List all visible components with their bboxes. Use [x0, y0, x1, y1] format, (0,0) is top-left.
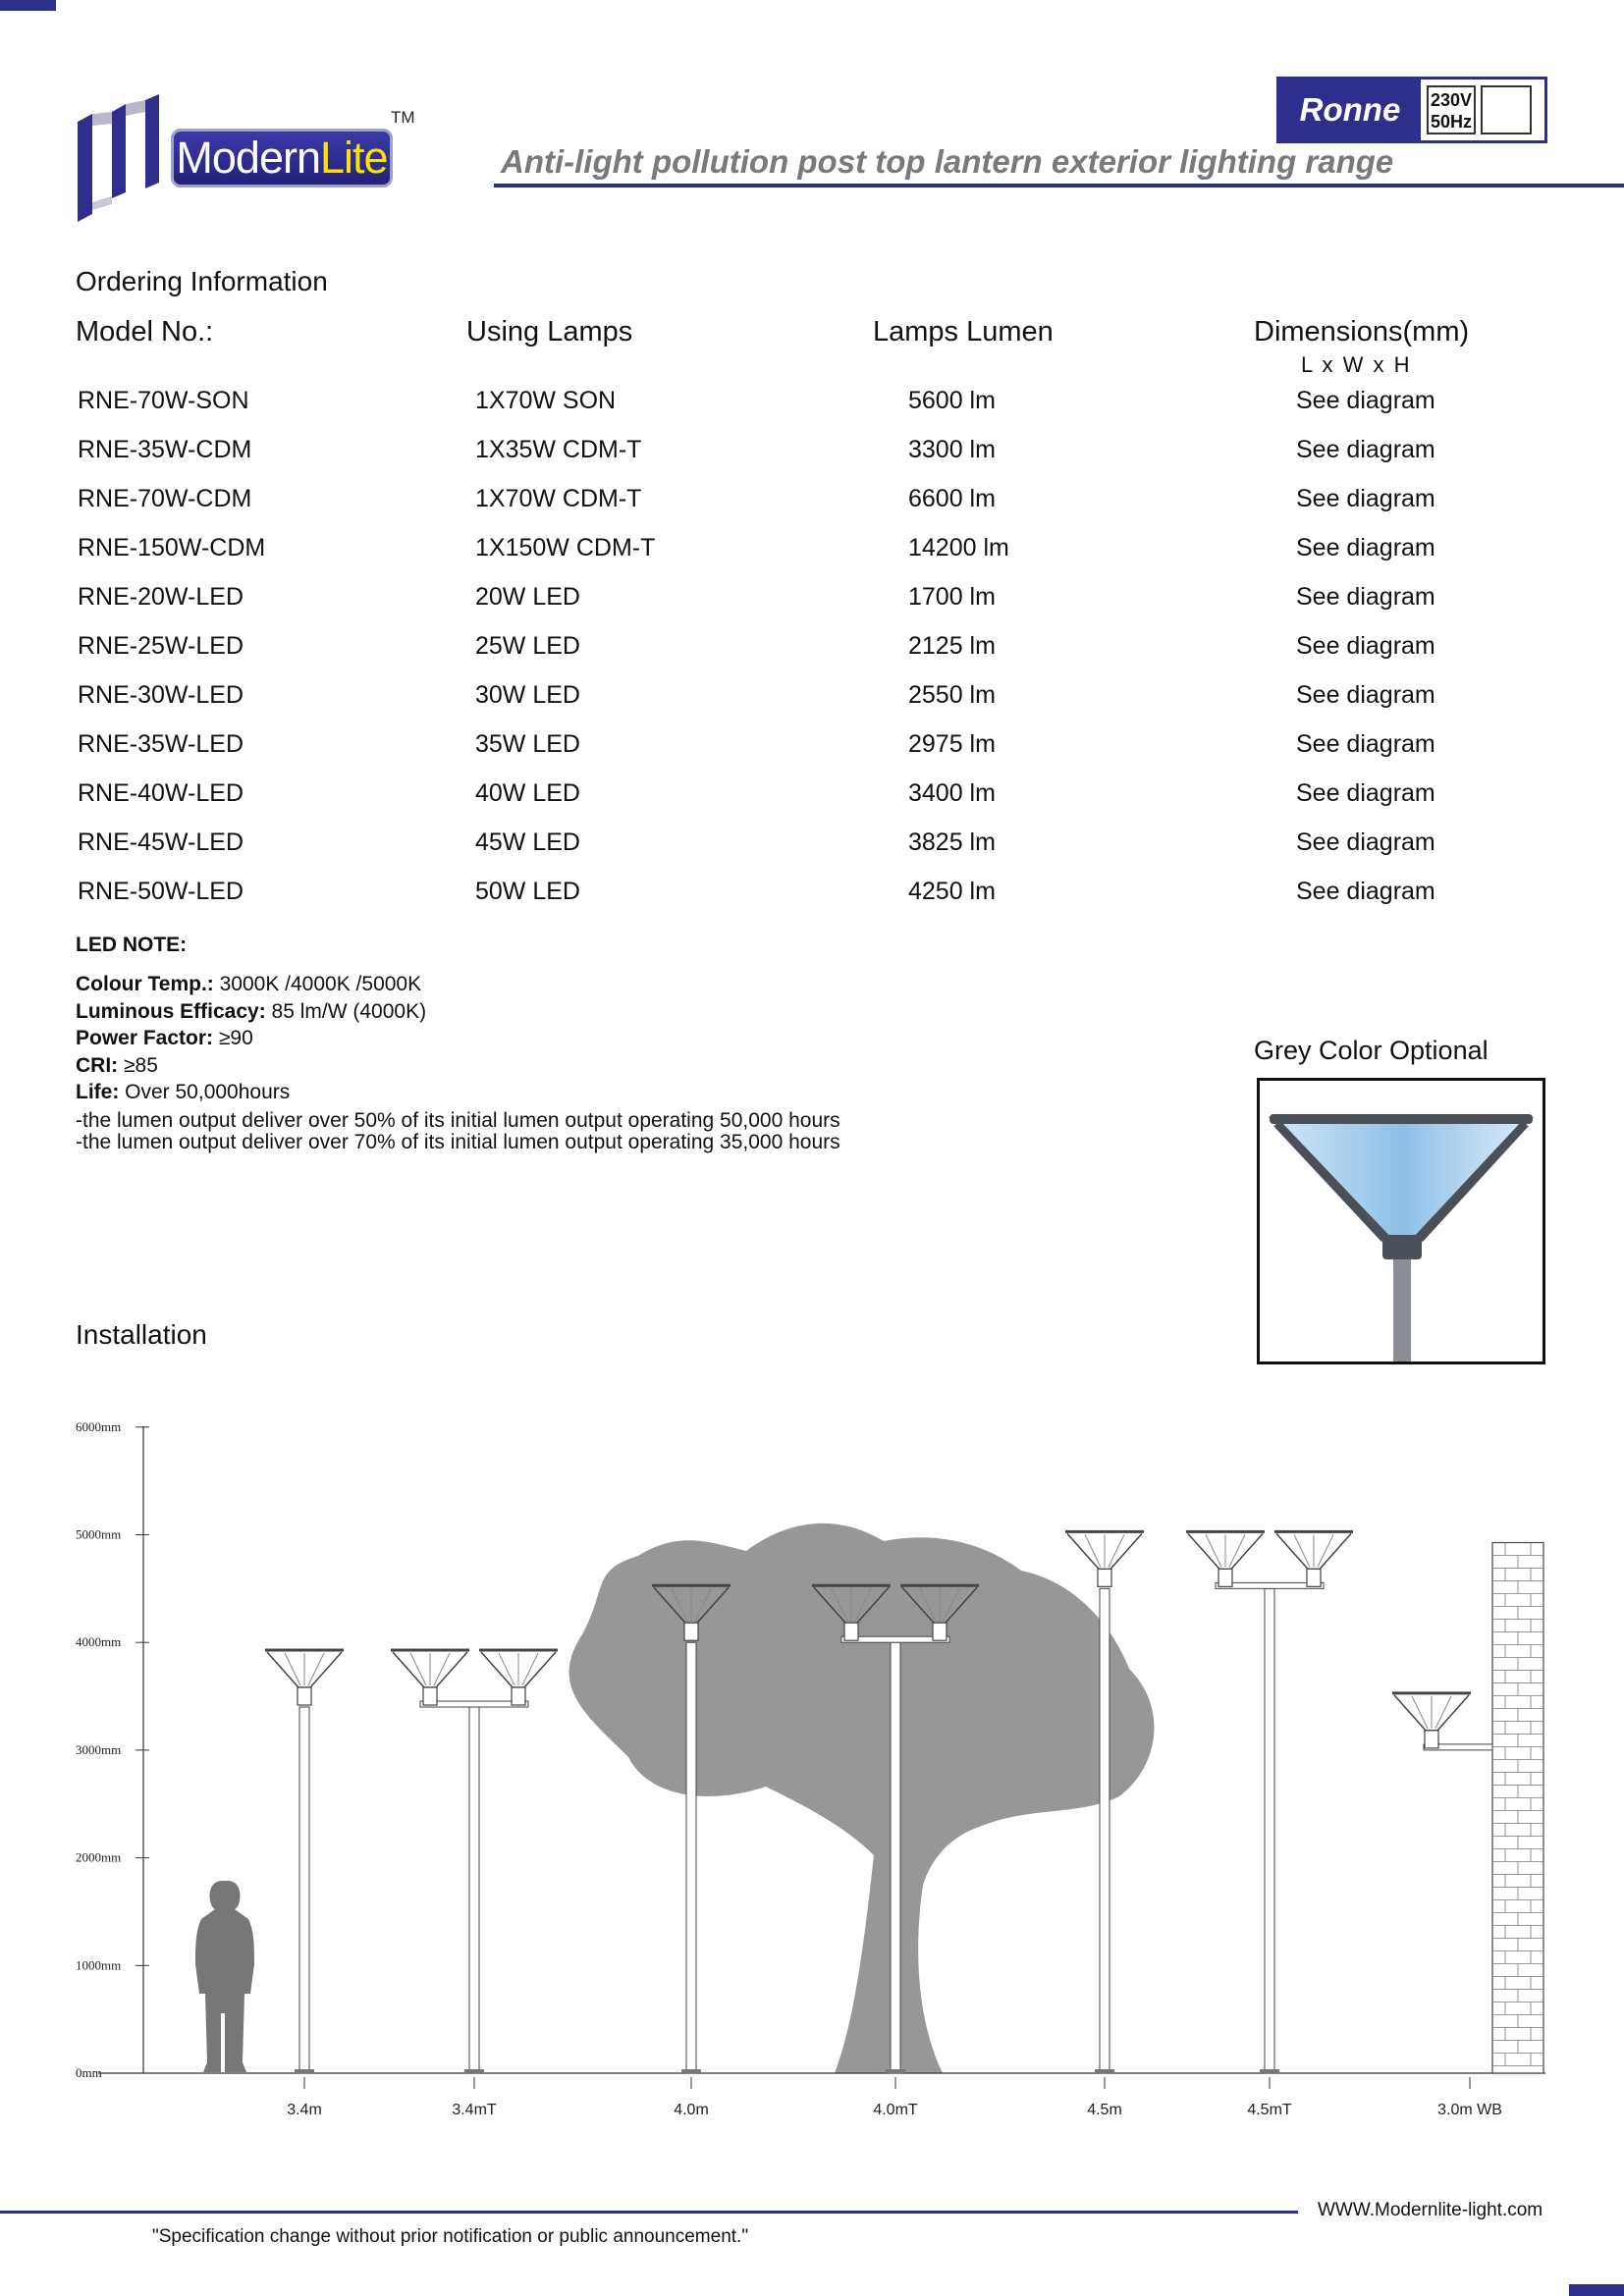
lumen-cell: 3825 lm: [908, 828, 996, 856]
frequency-value: 50Hz: [1430, 112, 1473, 132]
pole-base: [295, 2069, 314, 2073]
voltage-value: 230V: [1430, 90, 1473, 110]
led-spec-label: Colour Temp.:: [76, 973, 214, 995]
lantern-head: [1186, 1531, 1265, 1586]
pole-base: [1095, 2069, 1114, 2073]
trademark-mark: TM: [391, 108, 415, 127]
led-spec-value: ≥85: [118, 1053, 158, 1077]
model-cell: RNE-45W-LED: [78, 828, 244, 856]
lumen-cell: 6600 lm: [908, 485, 996, 512]
model-cell: RNE-20W-LED: [78, 583, 244, 611]
lumen-maintenance-line: -the lumen output deliver over 70% of its initial lumen output operating 35,000 hours: [76, 1131, 840, 1153]
pole: [1265, 1588, 1274, 2073]
header-rule: [494, 184, 1624, 187]
model-cell: RNE-40W-LED: [78, 779, 244, 807]
pole-base: [681, 2069, 701, 2073]
dimensions-cell: See diagram: [1296, 436, 1435, 463]
pole-label: 3.4mT: [452, 2102, 497, 2118]
page-subtitle: Anti-light pollution post top lantern exterior lighting range: [501, 143, 1394, 180]
led-spec-label: Power Factor:: [76, 1027, 214, 1049]
lamp-cell: 1X70W SON: [475, 387, 617, 414]
dimensions-cell: See diagram: [1296, 387, 1435, 414]
lamp-cell: 1X150W CDM-T: [475, 534, 656, 561]
person-silhouette: [195, 1881, 254, 2072]
lumen-cell: 4250 lm: [908, 878, 996, 905]
dimensions-cell: See diagram: [1296, 485, 1435, 512]
y-tick-label: 1000mm: [76, 1957, 122, 1973]
disclaimer-note: "Specification change without prior notification or public announcement.": [152, 2226, 749, 2247]
y-tick-label: 0mm: [76, 2065, 102, 2080]
y-tick-label: 6000mm: [76, 1418, 122, 1434]
lumen-maintenance-line: -the lumen output deliver over 50% of its initial lumen output operating 50,000 hours: [76, 1109, 840, 1132]
model-cell: RNE-150W-CDM: [78, 534, 266, 561]
led-spec-value: 85 lm/W (4000K): [265, 999, 427, 1023]
pole: [299, 1707, 309, 2073]
led-spec-line: [76, 1000, 426, 1024]
y-tick-label: 5000mm: [76, 1526, 122, 1542]
dimensions-cell: See diagram: [1296, 779, 1435, 807]
lumen-cell: 5600 lm: [908, 387, 996, 414]
lantern-head: [479, 1650, 558, 1705]
model-cell: RNE-50W-LED: [78, 878, 244, 905]
ordering-title: Ordering Information: [76, 266, 328, 296]
dimensions-cell: See diagram: [1296, 583, 1435, 611]
led-spec-value: 3000K /4000K /5000K: [213, 973, 422, 995]
pole-label: 3.0m WB: [1437, 2102, 1502, 2118]
pole-label: 4.5m: [1087, 2102, 1122, 2118]
lantern-head: [1274, 1531, 1353, 1586]
y-tick-label: 2000mm: [76, 1849, 122, 1865]
lumen-cell: 1700 lm: [908, 583, 996, 611]
dimensions-header: Dimensions(mm): [1254, 316, 1470, 347]
led-spec-line: [76, 1027, 253, 1050]
product-badge: [1276, 77, 1547, 143]
blank-badge: [1481, 85, 1532, 134]
model-cell: RNE-70W-CDM: [78, 485, 252, 512]
led-spec-label: CRI:: [76, 1053, 119, 1077]
led-spec-line: [76, 1081, 290, 1104]
pole-base: [886, 2069, 905, 2073]
voltage-badge: [1427, 85, 1476, 134]
lantern-head: [1065, 1531, 1144, 1586]
lamp-cell: 40W LED: [475, 779, 580, 807]
installation-diagram: [0, 1394, 1624, 2140]
led-note-title: LED NOTE:: [76, 934, 188, 956]
lumen-cell: 2975 lm: [908, 730, 996, 758]
pole: [469, 1707, 479, 2073]
lantern-head: [391, 1650, 469, 1705]
dimensions-cell: See diagram: [1296, 878, 1435, 905]
lantern-image-icon: [1260, 1081, 1543, 1362]
logo-wordmark: [171, 129, 393, 187]
model-cell: RNE-25W-LED: [78, 632, 244, 660]
model-cell: RNE-30W-LED: [78, 681, 244, 709]
lamps-header: Using Lamps: [466, 316, 633, 347]
pole: [686, 1642, 696, 2073]
lamp-cell: 25W LED: [475, 632, 580, 660]
lamp-cell: 1X35W CDM-T: [475, 436, 642, 463]
footer-rule: [0, 2211, 1298, 2214]
lantern-head: [1392, 1693, 1471, 1748]
lamp-cell: 45W LED: [475, 828, 580, 856]
logo-word-lite: Lite: [320, 133, 388, 183]
lamp-cell: 30W LED: [475, 681, 580, 709]
dimensions-cell: See diagram: [1296, 828, 1435, 856]
corner-accent-bottom: [1569, 2284, 1624, 2296]
grey-lantern-photo: [1257, 1078, 1545, 1364]
lantern-head: [265, 1650, 344, 1705]
pole: [891, 1642, 900, 2073]
pole-base: [1260, 2069, 1279, 2073]
dimensions-subheader: L x W x H: [1301, 352, 1412, 377]
pole-label: 4.0mT: [873, 2102, 918, 2118]
dimensions-cell: See diagram: [1296, 681, 1435, 709]
dimensions-cell: See diagram: [1296, 534, 1435, 561]
model-header: Model No.:: [76, 316, 214, 347]
led-spec-line: [76, 1054, 158, 1078]
lumen-cell: 2550 lm: [908, 681, 996, 709]
led-spec-label: Life:: [76, 1081, 120, 1103]
pole-label: 3.4m: [287, 2102, 322, 2118]
website-link[interactable]: WWW.Modernlite-light.com: [1318, 2200, 1543, 2220]
installation-title: Installation: [76, 1319, 207, 1350]
led-spec-value: ≥90: [213, 1027, 253, 1049]
corner-accent-top: [0, 0, 56, 11]
product-name: Ronne: [1279, 80, 1421, 140]
lamp-cell: 20W LED: [475, 583, 580, 611]
tree-silhouette: [569, 1523, 1155, 2073]
brand-logo: [75, 94, 428, 222]
model-cell: RNE-35W-CDM: [78, 436, 252, 463]
model-cell: RNE-70W-SON: [78, 387, 249, 414]
logo-word-modern: Modern: [176, 133, 320, 183]
logo-mark-icon: [75, 94, 173, 222]
dimensions-cell: See diagram: [1296, 632, 1435, 660]
pole: [1100, 1588, 1110, 2073]
led-spec-line: [76, 973, 421, 996]
led-spec-label: Luminous Efficacy:: [76, 999, 266, 1023]
y-tick-label: 3000mm: [76, 1741, 122, 1757]
pole-base: [464, 2069, 484, 2073]
lumen-cell: 3400 lm: [908, 779, 996, 807]
lamp-cell: 35W LED: [475, 730, 580, 758]
lumen-cell: 14200 lm: [908, 534, 1009, 561]
pole-label: 4.0m: [674, 2102, 709, 2118]
dimensions-cell: See diagram: [1296, 730, 1435, 758]
grey-option-title: Grey Color Optional: [1254, 1036, 1489, 1065]
pole-label: 4.5mT: [1247, 2102, 1292, 2118]
lumen-cell: 3300 lm: [908, 436, 996, 463]
model-cell: RNE-35W-LED: [78, 730, 244, 758]
lumen-cell: 2125 lm: [908, 632, 996, 660]
led-spec-value: Over 50,000hours: [119, 1081, 291, 1103]
y-tick-label: 4000mm: [76, 1634, 122, 1650]
lamp-cell: 1X70W CDM-T: [475, 485, 642, 512]
lamp-cell: 50W LED: [475, 878, 580, 905]
lumen-header: Lamps Lumen: [873, 316, 1054, 347]
